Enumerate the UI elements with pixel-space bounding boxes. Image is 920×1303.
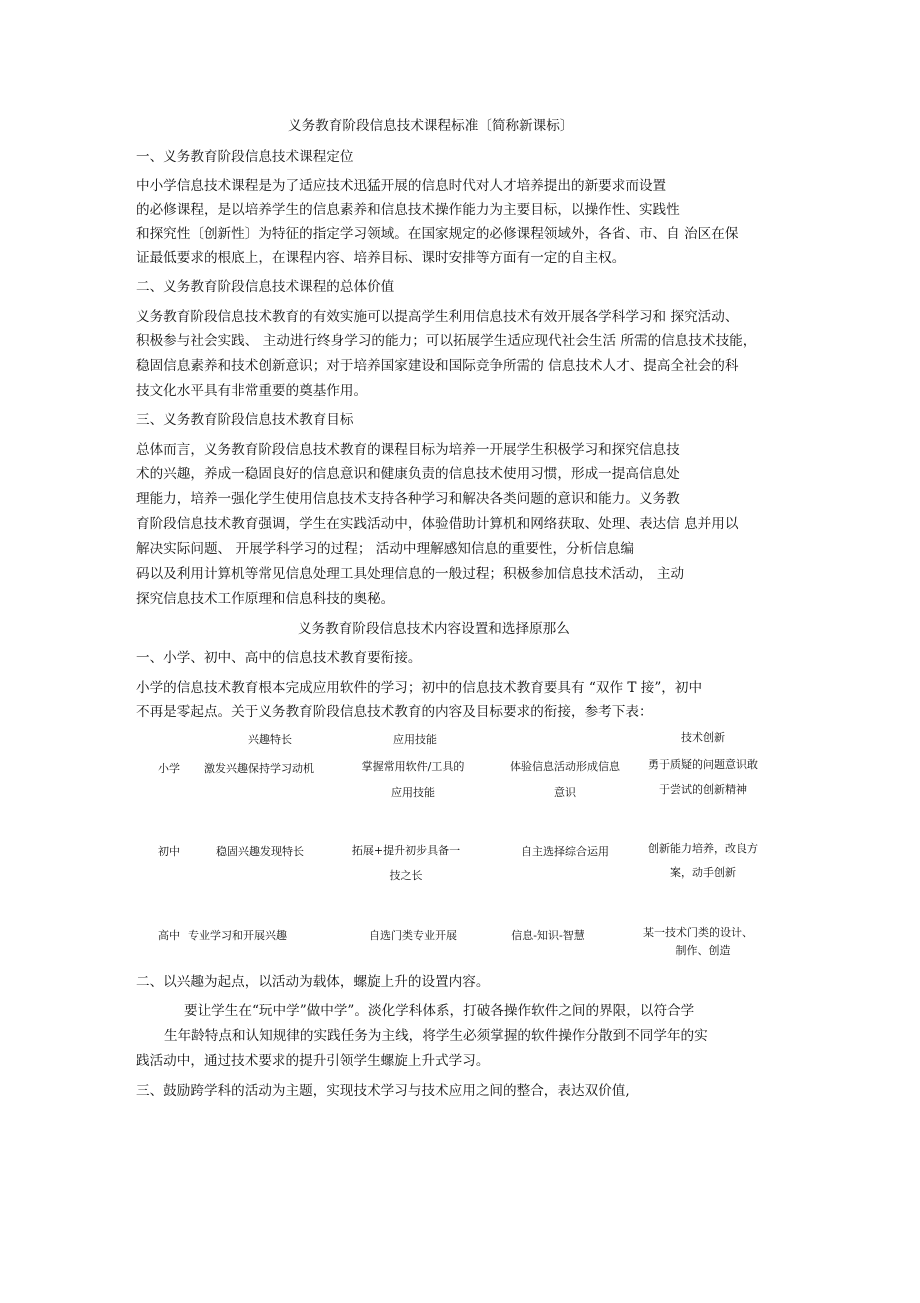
- section-heading-4: 一、小学、初中、高中的信息技术教育要衔接。: [136, 650, 422, 666]
- table-row-level: 高中: [158, 929, 180, 942]
- section-heading-1: 一、义务教育阶段信息技术课程定位: [136, 149, 354, 165]
- table-cell: 拓展+提升初步具备一: [351, 844, 461, 857]
- table-row-level: 初中: [158, 845, 180, 858]
- paragraph-line: 证最低要求的根底上，在课程内容、培养目标、课时安排等方面有一定的自主权。: [136, 250, 626, 266]
- table-cell: 掌握常用软件/工具的: [361, 760, 465, 773]
- paragraph-line: 践活动中，通过技术要求的提升引领学生螺旋上升式学习。: [136, 1053, 490, 1069]
- table-cell: 信息-知识-智慧: [511, 929, 585, 942]
- paragraph-line: 理能力，培养一强化学生使用信息技术支持各种学习和解决各类问题的意识和能力。义务教: [136, 491, 680, 507]
- table-header: 技术创新: [681, 731, 725, 744]
- paragraph-line: 总体而言，义务教育阶段信息技术教育的课程目标为培养一开展学生积极学习和探究信息技: [136, 442, 680, 458]
- paragraph-line: 生年龄特点和认知规律的实践任务为主线，将学生必须掌握的软件操作分散到不同学年的实: [164, 1028, 708, 1044]
- table-cell: 某一技术门类的设计、: [643, 926, 753, 939]
- table-cell: 专业学习和开展兴趣: [188, 929, 287, 942]
- table-header: 兴趣特长: [248, 733, 292, 746]
- paragraph-line: 技文化水平具有非常重要的奠基作用。: [136, 383, 368, 399]
- table-cell: 于尝试的创新精神: [659, 783, 747, 796]
- paragraph-line: 的必修课程，是以培养学生的信息素养和信息技术操作能力为主要目标，以操作性、实践性: [136, 202, 680, 218]
- table-cell: 体验信息活动形成信息: [510, 760, 620, 773]
- table-cell: 激发兴趣保持学习动机: [204, 762, 314, 775]
- paragraph-line: 解决实际问题、 开展学科学习的过程； 活动中理解感知信息的重要性，分析信息编: [136, 541, 635, 557]
- paragraph-line: 和探究性〔创新性〕为特征的指定学习领域。在国家规定的必修课程领域外，各省、市、自 治区在保: [136, 226, 739, 242]
- table-cell: 创新能力培养，改良方: [648, 842, 758, 855]
- section-subtitle: 义务教育阶段信息技术内容设置和选择原那么: [298, 621, 570, 637]
- section-heading-5: 二、以兴趣为起点，以活动为载体，螺旋上升的设置内容。: [136, 974, 490, 990]
- table-header: 应用技能: [393, 733, 437, 746]
- paragraph-line: 码以及利用计算机等常见信息处理工具处理信息的一般过程；积极参加信息技术活动， 主动: [136, 566, 685, 582]
- paragraph-line: 中小学信息技术课程是为了适应技术迅猛开展的信息时代对人才培养提出的新要求而设置: [136, 178, 667, 194]
- table-cell: 勇于质疑的问题意识敢: [648, 758, 758, 771]
- paragraph-line: 探究信息技术工作原理和信息科技的奥秘。: [136, 591, 395, 607]
- section-heading-3: 三、义务教育阶段信息技术教育目标: [136, 412, 354, 428]
- paragraph-line: 育阶段信息技术教育强调，学生在实践活动中，体验借助计算机和网络获取、处理、表达信 息并用以: [136, 516, 739, 532]
- table-cell: 意识: [554, 786, 576, 799]
- table-cell: 自主选择综合运用: [521, 845, 609, 858]
- table-cell: 稳固兴趣发现特长: [216, 845, 304, 858]
- table-cell: 技之长: [389, 869, 423, 882]
- section-heading-2: 二、义务教育阶段信息技术课程的总体价值: [136, 279, 395, 295]
- table-row-level: 小学: [158, 762, 180, 775]
- paragraph-line: 要让学生在“玩中学”做中学”。淡化学科体系，打破各操作软件之间的界限，以符合学: [184, 1003, 695, 1019]
- paragraph-line: 术的兴趣，养成一稳固良好的信息意识和健康负责的信息技术使用习惯，形成一提高信息处: [136, 466, 680, 482]
- section-heading-6: 三、鼓励跨学科的活动为主题，实现技术学习与技术应用之间的整合，表达双价值,: [136, 1083, 630, 1099]
- paragraph-line: 义务教育阶段信息技术教育的有效实施可以提高学生利用信息技术有效开展各学科学习和 探究活动、: [136, 309, 739, 325]
- table-cell: 自选门类专业开展: [369, 929, 457, 942]
- paragraph-line: 不再是零起点。关于义务教育阶段信息技术教育的内容及目标要求的衔接，参考下表：: [136, 704, 653, 720]
- table-cell: 制作、创造: [675, 944, 731, 957]
- paragraph-line: 稳固信息素养和技术创新意识；对于培养国家建设和国际竞争所需的 信息技术人才、提高全社会的科: [136, 358, 739, 374]
- table-cell: 应用技能: [391, 786, 435, 799]
- table-cell: 案，动手创新: [670, 866, 736, 879]
- paragraph-line: 小学的信息技术教育根本完成应用软件的学习；初中的信息技术教育要具有 “双作 T 接”，初中: [136, 680, 703, 696]
- document-title: 义务教育阶段信息技术课程标准〔简称新课标〕: [288, 118, 574, 134]
- paragraph-line: 积极参与社会实践、 主动进行终身学习的能力；可以拓展学生适应现代社会生活 所需的信息技术技能，: [136, 333, 757, 349]
